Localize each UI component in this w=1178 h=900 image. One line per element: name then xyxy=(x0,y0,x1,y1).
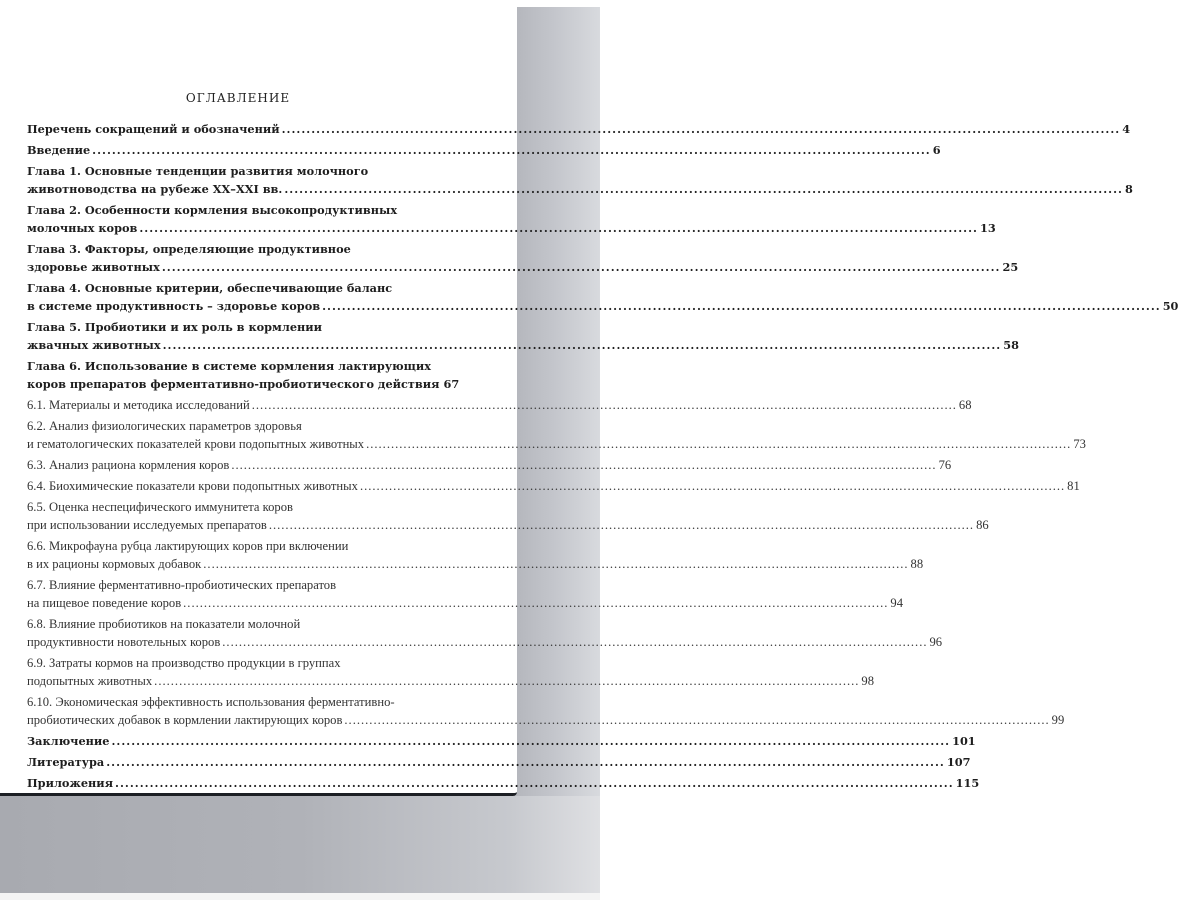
toc-entry-line xyxy=(27,732,976,750)
toc-entry-section[interactable] xyxy=(27,396,972,414)
toc-entry-line xyxy=(27,537,431,555)
toc-entry-section[interactable] xyxy=(27,654,874,690)
toc-entry-title: пробиотических добавок в кормлении лактирующих коров xyxy=(27,713,343,727)
toc-page-number: 115 xyxy=(955,776,980,790)
toc-entry-title: молочных коров xyxy=(27,221,138,235)
toc-page-number: 99 xyxy=(1051,713,1065,727)
toc-entry-line xyxy=(27,633,943,651)
toc-page-number: 67 xyxy=(443,377,460,391)
toc-entry-title: 6.1. Материалы и методика исследований xyxy=(27,398,250,412)
dot-leader xyxy=(92,141,931,159)
toc-page-number: 25 xyxy=(1002,260,1019,274)
toc-entry-title: Глава 6. Использование в системе кормления лактирующих xyxy=(27,359,431,373)
toc-entry-title: 6.2. Анализ физиологических параметров здоровья xyxy=(27,419,302,433)
toc-page-number: 86 xyxy=(976,518,989,532)
toc-page-number: 13 xyxy=(979,221,996,235)
toc-entry-section[interactable] xyxy=(27,477,1080,495)
toc-page-number: 50 xyxy=(1162,299,1178,313)
toc-entry-title: и гематологических показателей крови подопытных животных xyxy=(27,437,365,451)
toc-entry-line xyxy=(27,201,431,219)
toc-entry-line xyxy=(27,120,1131,138)
toc-page-number: 98 xyxy=(861,674,874,688)
toc-entry-chapter[interactable] xyxy=(27,753,971,771)
toc-entry-line xyxy=(27,258,1019,276)
dot-leader xyxy=(115,774,954,792)
toc-entry-title: Глава 5. Пробиотики и их роль в кормлении xyxy=(27,320,323,334)
toc-page-number: 88 xyxy=(910,557,924,571)
toc-page-number: 81 xyxy=(1067,479,1080,493)
dot-leader xyxy=(269,516,974,534)
toc-entry-line xyxy=(27,693,431,711)
toc-entry-chapter[interactable] xyxy=(27,774,980,792)
toc-entry-section[interactable] xyxy=(27,498,989,534)
table-of-contents xyxy=(27,120,1178,795)
toc-entry-title: в их рационы кормовых добавок xyxy=(27,557,202,571)
toc-entry-section[interactable] xyxy=(27,456,952,474)
toc-entry-line xyxy=(27,357,431,375)
toc-page-number: 94 xyxy=(890,596,903,610)
toc-entry-title: подопытных животных xyxy=(27,674,153,688)
toc-entry-chapter[interactable] xyxy=(27,357,460,393)
toc-entry-line xyxy=(27,576,431,594)
dot-leader xyxy=(154,672,859,690)
toc-entry-line xyxy=(27,594,903,612)
toc-entry-line xyxy=(27,435,1086,453)
toc-entry-title: здоровье животных xyxy=(27,260,160,274)
toc-entry-line xyxy=(27,279,431,297)
dot-leader xyxy=(222,633,927,651)
toc-entry-title: Заключение xyxy=(27,734,110,748)
toc-entry-title: Глава 2. Особенности кормления высокопродуктивных xyxy=(27,203,398,217)
toc-entry-chapter[interactable] xyxy=(27,279,1178,315)
dot-leader xyxy=(162,258,1001,276)
toc-entry-chapter[interactable] xyxy=(27,162,1133,198)
dot-leader xyxy=(282,120,1121,138)
toc-entry-line xyxy=(27,417,431,435)
toc-entry-line xyxy=(27,774,980,792)
toc-entry-title: Приложения xyxy=(27,776,114,790)
toc-page-number: 96 xyxy=(929,635,943,649)
toc-entry-section[interactable] xyxy=(27,576,903,612)
dot-leader xyxy=(163,336,1002,354)
toc-entry-title: продуктивности новотельных коров xyxy=(27,635,221,649)
dot-leader xyxy=(106,753,945,771)
toc-entry-line xyxy=(27,219,996,237)
toc-entry-chapter[interactable] xyxy=(27,201,996,237)
toc-entry-title: 6.5. Оценка неспецифического иммунитета коров xyxy=(27,500,293,514)
toc-entry-title: Введение xyxy=(27,143,91,157)
dot-leader xyxy=(111,732,950,750)
dot-leader xyxy=(360,477,1065,495)
toc-entry-title: 6.6. Микрофауна рубца лактирующих коров при включении xyxy=(27,539,349,553)
toc-entry-section[interactable] xyxy=(27,537,924,573)
toc-entry-title: жвачных животных xyxy=(27,338,161,352)
toc-entry-title: 6.4. Биохимические показатели крови подопытных животных xyxy=(27,479,358,493)
toc-entry-chapter[interactable] xyxy=(27,318,1019,354)
toc-page-number: 76 xyxy=(938,458,952,472)
toc-entry-title: Глава 3. Факторы, определяющие продуктивное xyxy=(27,242,351,256)
dot-leader xyxy=(139,219,978,237)
dot-leader xyxy=(344,711,1049,729)
toc-entry-title: Перечень сокращений и обозначений xyxy=(27,122,280,136)
toc-entry-chapter[interactable] xyxy=(27,120,1131,138)
toc-entry-title: на пищевое поведение коров xyxy=(27,596,182,610)
dot-leader xyxy=(284,180,1123,198)
toc-entry-title: 6.10. Экономическая эффективность использования ферментативно- xyxy=(27,695,395,709)
toc-page-number: 107 xyxy=(946,755,971,769)
toc-entry-title: 6.9. Затраты кормов на производство продукции в группах xyxy=(27,656,341,670)
toc-page-number: 73 xyxy=(1073,437,1086,451)
toc-entry-section[interactable] xyxy=(27,615,943,651)
toc-entry-title: 6.7. Влияние ферментативно-пробиотических препаратов xyxy=(27,578,337,592)
toc-entry-line xyxy=(27,162,431,180)
toc-page-number: 101 xyxy=(952,734,976,748)
scanner-background-bottom xyxy=(0,796,600,893)
toc-entry-line xyxy=(27,753,971,771)
dot-leader xyxy=(322,297,1161,315)
dot-leader xyxy=(366,435,1071,453)
toc-entry-chapter[interactable] xyxy=(27,240,1019,276)
toc-page-number: 4 xyxy=(1122,122,1131,136)
scan-edge-strip xyxy=(0,893,600,900)
toc-entry-line xyxy=(27,318,431,336)
toc-entry-line xyxy=(27,180,1133,198)
toc-page-number: 58 xyxy=(1003,338,1019,352)
toc-entry-title: при использовании исследуемых препаратов xyxy=(27,518,267,532)
toc-entry-line xyxy=(27,672,874,690)
toc-entry-line xyxy=(27,477,1080,495)
toc-entry-chapter[interactable] xyxy=(27,732,976,750)
toc-page-number: 6 xyxy=(932,143,941,157)
toc-entry-section[interactable] xyxy=(27,417,1086,453)
page-title: ОГЛАВЛЕНИЕ xyxy=(185,91,291,105)
toc-entry-title: Глава 1. Основные тенденции развития молочного xyxy=(27,164,369,178)
dot-leader xyxy=(183,594,888,612)
toc-entry-title: в системе продуктивность – здоровье коров xyxy=(27,299,321,313)
toc-entry-title: животноводства на рубеже XX–XXI вв. xyxy=(27,182,283,196)
toc-entry-line xyxy=(27,141,941,159)
toc-entry-line xyxy=(27,375,460,393)
dot-leader xyxy=(252,396,957,414)
toc-page-number: 68 xyxy=(958,398,972,412)
toc-entry-section[interactable] xyxy=(27,693,1065,729)
toc-entry-title: коров препаратов ферментативно-пробиотического действия xyxy=(27,377,440,391)
toc-entry-title: Литература xyxy=(27,755,105,769)
toc-entry-line xyxy=(27,516,989,534)
toc-entry-line xyxy=(27,498,431,516)
toc-entry-line xyxy=(27,711,1065,729)
toc-entry-line xyxy=(27,555,924,573)
toc-entry-line xyxy=(27,396,972,414)
dot-leader xyxy=(203,555,908,573)
toc-entry-line xyxy=(27,654,431,672)
toc-entry-title: 6.8. Влияние пробиотиков на показатели молочной xyxy=(27,617,301,631)
toc-entry-line xyxy=(27,336,1019,354)
toc-entry-line xyxy=(27,297,1178,315)
toc-entry-line xyxy=(27,615,431,633)
toc-entry-line xyxy=(27,456,952,474)
dot-leader xyxy=(231,456,936,474)
toc-entry-chapter[interactable] xyxy=(27,141,941,159)
toc-page-number: 8 xyxy=(1124,182,1133,196)
toc-entry-title: Глава 4. Основные критерии, обеспечивающие баланс xyxy=(27,281,393,295)
toc-entry-title: 6.3. Анализ рациона кормления коров xyxy=(27,458,230,472)
toc-entry-line xyxy=(27,240,431,258)
